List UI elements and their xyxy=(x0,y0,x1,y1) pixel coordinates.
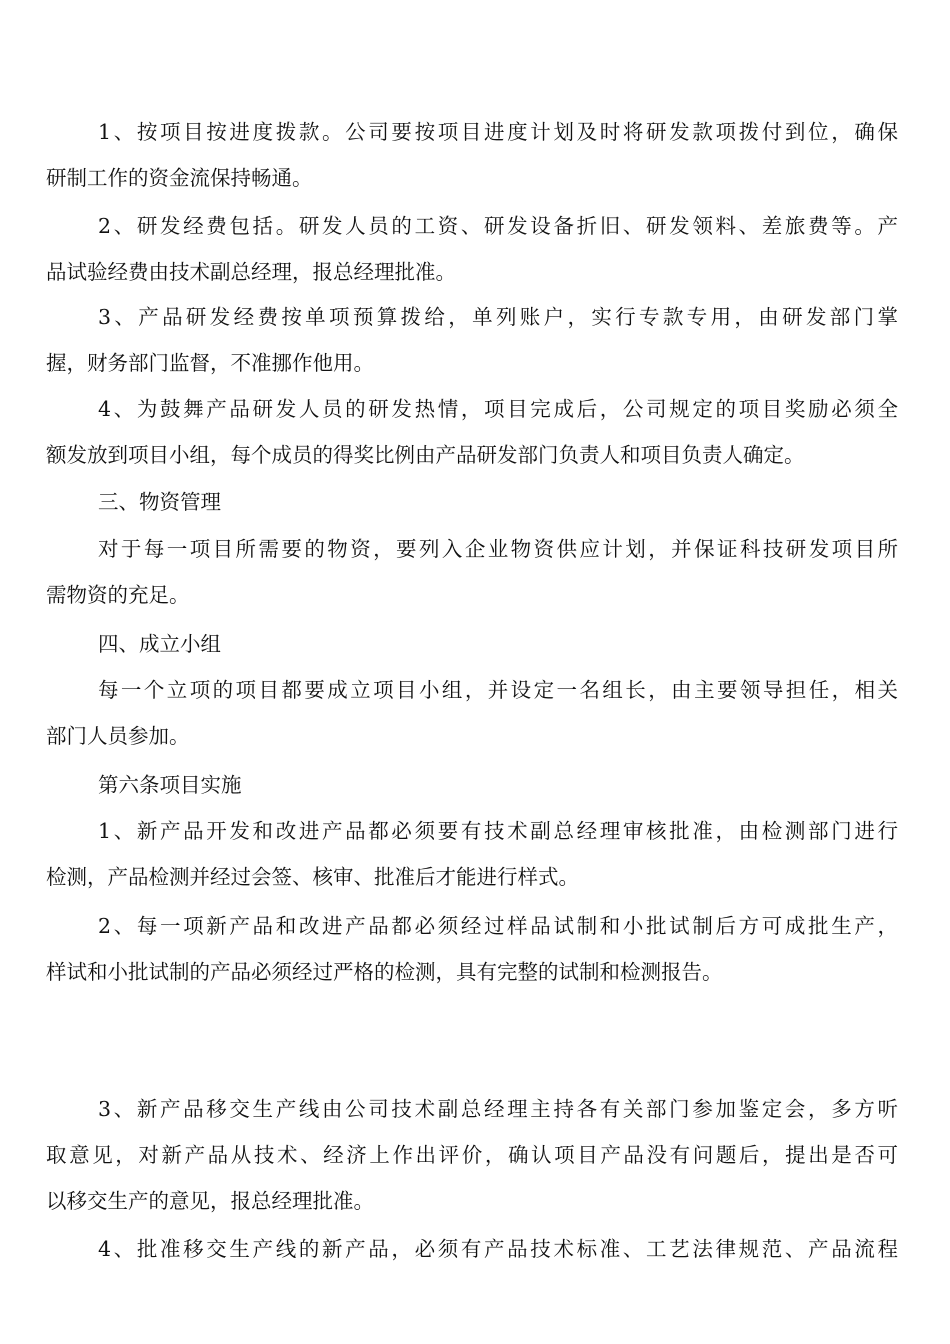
paragraph-line: 2、每一项新产品和改进产品都必须经过样品试制和小批试制后方可成批生产， xyxy=(98,914,898,938)
paragraph-line: 以移交生产的意见，报总经理批准。 xyxy=(46,1189,374,1213)
paragraph-line: 每一个立项的项目都要成立项目小组，并设定一名组长，由主要领导担任，相关 xyxy=(98,678,898,702)
paragraph-line: 品试验经费由技术副总经理，报总经理批准。 xyxy=(46,260,456,284)
paragraph-line: 1、按项目按进度拨款。公司要按项目进度计划及时将研发款项拨付到位，确保 xyxy=(98,120,898,144)
paragraph-line: 取意见，对新产品从技术、经济上作出评价，确认项目产品没有问题后，提出是否可 xyxy=(46,1143,898,1167)
section-heading-group xyxy=(98,621,898,667)
article-heading-implementation xyxy=(98,762,898,808)
paragraph-line: 握，财务部门监督，不准挪作他用。 xyxy=(46,351,374,375)
paragraph-line: 部门人员参加。 xyxy=(46,724,190,748)
paragraph-line: 样试和小批试制的产品必须经过严格的检测，具有完整的试制和检测报告。 xyxy=(46,960,723,984)
paragraph-line: 3、新产品移交生产线由公司技术副总经理主持各有关部门参加鉴定会，多方听 xyxy=(98,1097,898,1121)
paragraph-implementation-3 xyxy=(46,1086,898,1224)
paragraph-implementation-4 xyxy=(98,1226,898,1272)
paragraph-funding-1 xyxy=(46,109,898,201)
paragraph-line: 3、产品研发经费按单项预算拨给，单列账户，实行专款专用，由研发部门掌 xyxy=(98,305,898,329)
paragraph-line: 对于每一项目所需要的物资，要列入企业物资供应计划，并保证科技研发项目所 xyxy=(98,537,898,561)
paragraph-line: 2、研发经费包括。研发人员的工资、研发设备折旧、研发领料、差旅费等。产 xyxy=(98,214,898,238)
paragraph-funding-2 xyxy=(46,203,898,295)
paragraph-implementation-2 xyxy=(46,903,898,995)
heading-line: 第六条项目实施 xyxy=(98,773,242,797)
heading-line: 三、物资管理 xyxy=(98,490,221,514)
paragraph-line: 4、批准移交生产线的新产品，必须有产品技术标准、工艺法律规范、产品流程 xyxy=(98,1237,898,1261)
paragraph-line: 额发放到项目小组，每个成员的得奖比例由产品研发部门负责人和项目负责人确定。 xyxy=(46,443,805,467)
paragraph-line: 4、为鼓舞产品研发人员的研发热情，项目完成后，公司规定的项目奖励必须全 xyxy=(98,397,898,421)
paragraph-funding-3 xyxy=(46,294,898,386)
paragraph-line: 需物资的充足。 xyxy=(46,583,190,607)
paragraph-implementation-1 xyxy=(46,808,898,900)
paragraph-line: 研制工作的资金流保持畅通。 xyxy=(46,166,313,190)
paragraph-materials xyxy=(46,526,898,618)
section-heading-materials xyxy=(98,479,898,525)
heading-line: 四、成立小组 xyxy=(98,632,221,656)
paragraph-line: 检测，产品检测并经过会签、核审、批准后才能进行样式。 xyxy=(46,865,579,889)
paragraph-funding-4 xyxy=(46,386,898,478)
paragraph-group xyxy=(46,667,898,759)
paragraph-line: 1、新产品开发和改进产品都必须要有技术副总经理审核批准，由检测部门进行 xyxy=(98,819,898,843)
